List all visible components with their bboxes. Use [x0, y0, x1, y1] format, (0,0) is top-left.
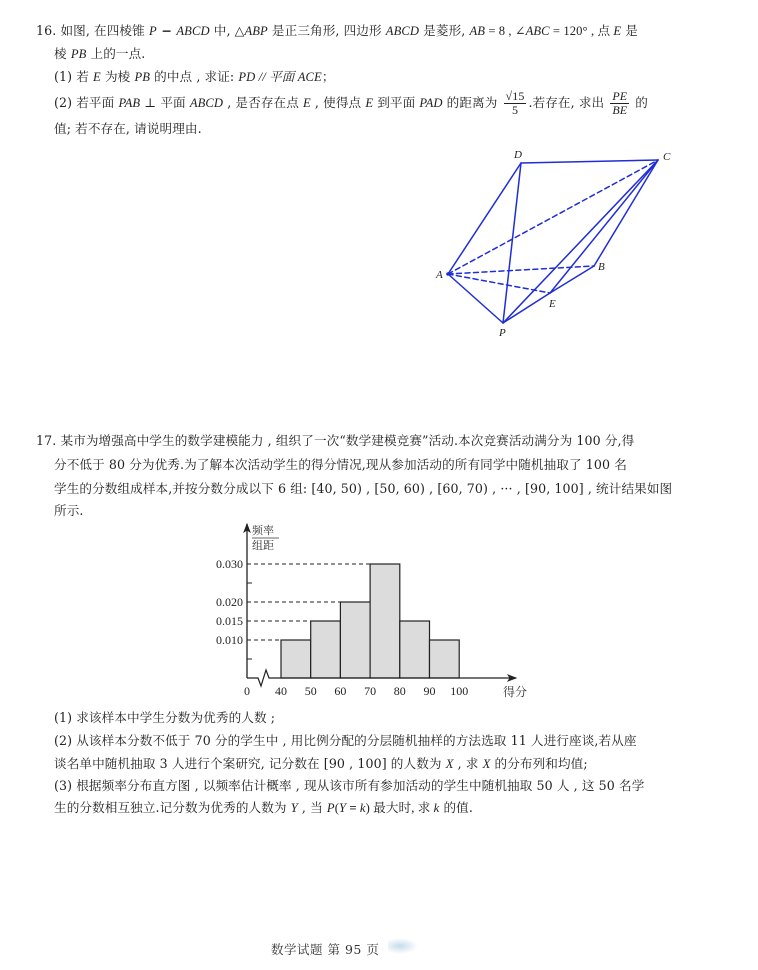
- x-axis-label: 得分: [503, 685, 528, 699]
- text: , 是否存在点: [223, 95, 304, 110]
- text: 的值.: [439, 800, 473, 815]
- math: Y: [339, 801, 347, 815]
- text: 是菱形,: [419, 23, 470, 38]
- histogram-bar: [430, 640, 460, 678]
- histogram-bar: [340, 602, 370, 678]
- math: AB: [469, 24, 486, 38]
- p17-question-1: (1) 求该样本中学生分数为优秀的人数 ;: [54, 710, 276, 725]
- text: 到平面: [373, 95, 420, 110]
- text: , 求: [453, 756, 483, 771]
- text: 的: [631, 95, 649, 110]
- vertex-label-c: C: [663, 151, 671, 163]
- text: // 平面: [255, 70, 298, 84]
- p17-number: 17.: [36, 433, 57, 448]
- p17-line-4: 所示.: [54, 503, 84, 518]
- y-tick-label: 0.015: [216, 614, 243, 628]
- text: .若存在, 求出: [528, 95, 609, 110]
- scan-smudge: [388, 938, 418, 954]
- text: 的距离为: [442, 95, 502, 110]
- text: 的中点 , 求证:: [150, 69, 239, 84]
- x-tick-label: 50: [304, 684, 317, 698]
- p16-number: 16.: [36, 23, 57, 38]
- text: 为棱: [100, 69, 135, 84]
- text: 是: [621, 23, 638, 38]
- math: PAB: [118, 96, 141, 110]
- x-tick-label: 40: [275, 684, 287, 698]
- text: (1) 若: [54, 69, 94, 84]
- y-axis-label: [252, 523, 279, 552]
- text: = 8 , ∠: [485, 24, 526, 38]
- y-tick-label: 0.010: [216, 633, 243, 647]
- x-tick-label: 0: [244, 684, 250, 698]
- math: ABCD: [189, 96, 224, 110]
- p17-question-3-line-1: (3) 根据频率分布直方图 , 以频率估计概率 , 现从该市所有参加活动的学生中随机抽取 50 人 , 这 50 名学: [54, 778, 645, 793]
- math: ABP: [244, 24, 268, 38]
- fraction-denominator: BE: [612, 103, 628, 117]
- text: ) 最大时, 求: [365, 801, 434, 815]
- math: P: [148, 24, 157, 38]
- y-tick-label: 0.030: [216, 557, 243, 571]
- y-tick-label: 0.020: [216, 595, 243, 609]
- vertex-label-e: E: [549, 298, 556, 310]
- p17-line-3: 学生的分数组成样本,并按分数分成以下 6 组: [40, 50) , [50, 60) , [60, 70) , ··· , [90, 100] , 统计结果如图: [54, 481, 673, 496]
- vertex-label-p: P: [499, 327, 506, 339]
- text: 生的分数相互独立.记分数为优秀的人数为: [54, 800, 291, 815]
- text: 是正三角形, 四边形: [267, 23, 386, 38]
- histogram-bar: [311, 621, 341, 678]
- text: 某市为增强高中学生的数学建模能力 , 组织了一次“数学建模竞赛”活动.本次竞赛活动满分为 100 分,得: [60, 433, 635, 448]
- p17-question-2-line-1: (2) 从该样本分数不低于 70 分的学生中 , 用比例分配的分层随机抽样的方法选取 11 人进行座谈,若从座: [54, 733, 637, 748]
- vertex-label-d: D: [514, 149, 522, 161]
- text: ；: [321, 69, 335, 84]
- p17-line-2: 分不低于 80 分为优秀.为了解本次活动学生的得分情况,现从参加活动的所有同学中随机抽取了 100 名: [54, 457, 627, 472]
- p17-question-2-line-2: [54, 756, 588, 772]
- math: ACE: [297, 70, 322, 84]
- math: E: [365, 96, 374, 110]
- text: , 当: [297, 800, 327, 815]
- fraction-numerator: √15: [505, 89, 525, 103]
- math: Y: [290, 801, 298, 815]
- text: 上的一点.: [86, 46, 146, 61]
- p17-question-3-line-2: [54, 800, 473, 816]
- math: E: [613, 24, 622, 38]
- math: k: [433, 801, 440, 815]
- x-tick-labels: [244, 684, 468, 698]
- histogram-bar: [400, 621, 430, 678]
- text: (2) 若平面: [54, 95, 119, 110]
- math: PB: [134, 70, 151, 84]
- x-tick-label: 60: [334, 684, 347, 698]
- math: k: [359, 801, 366, 815]
- text: (: [334, 801, 340, 815]
- text: , 使得点: [310, 95, 366, 110]
- math: X: [445, 757, 454, 771]
- math: E: [93, 70, 101, 84]
- text: −: [156, 23, 177, 38]
- vertex-label-b: B: [598, 261, 605, 273]
- page-footer: 数学试题 第 95 页: [271, 942, 380, 957]
- x-tick-label: 90: [423, 684, 436, 698]
- math: E: [303, 96, 311, 110]
- bars: [281, 564, 459, 678]
- text: 谈名单中随机抽取 3 人进行个案研究, 记分数在 [90 , 100] 的人数为: [54, 756, 446, 771]
- text: 中, △: [209, 23, 245, 38]
- text: 棱: [54, 46, 71, 61]
- text: 的分布列和均值;: [490, 756, 588, 771]
- histogram-bar: [370, 564, 400, 678]
- x-tick-label: 80: [393, 684, 406, 698]
- math: ABCD: [385, 24, 420, 38]
- fraction-numerator: PE: [612, 89, 628, 103]
- math: PD: [238, 70, 256, 84]
- x-tick-label: 100: [450, 684, 469, 698]
- text: = 120° , 点: [549, 24, 614, 38]
- math: PAD: [419, 96, 443, 110]
- x-tick-label: 70: [364, 684, 377, 698]
- math: ABCD: [176, 24, 210, 38]
- text: ⊥ 平面: [140, 95, 190, 110]
- math: P: [326, 801, 335, 815]
- math: X: [482, 757, 491, 771]
- math: ABC: [525, 24, 550, 38]
- vertex-label-a: A: [436, 269, 443, 281]
- y-tick-labels: [216, 557, 243, 647]
- histogram-bar: [281, 640, 311, 678]
- y-axis-label-numerator: 频率: [252, 524, 274, 537]
- fraction-denominator: 5: [511, 103, 519, 117]
- math: PB: [70, 47, 87, 61]
- y-axis-label-denominator: 组距: [252, 539, 274, 552]
- text: =: [346, 801, 360, 815]
- p16-part-2-line-2: 值; 若不存在, 请说明理由.: [54, 121, 202, 136]
- text: 如图, 在四棱锥: [60, 23, 149, 38]
